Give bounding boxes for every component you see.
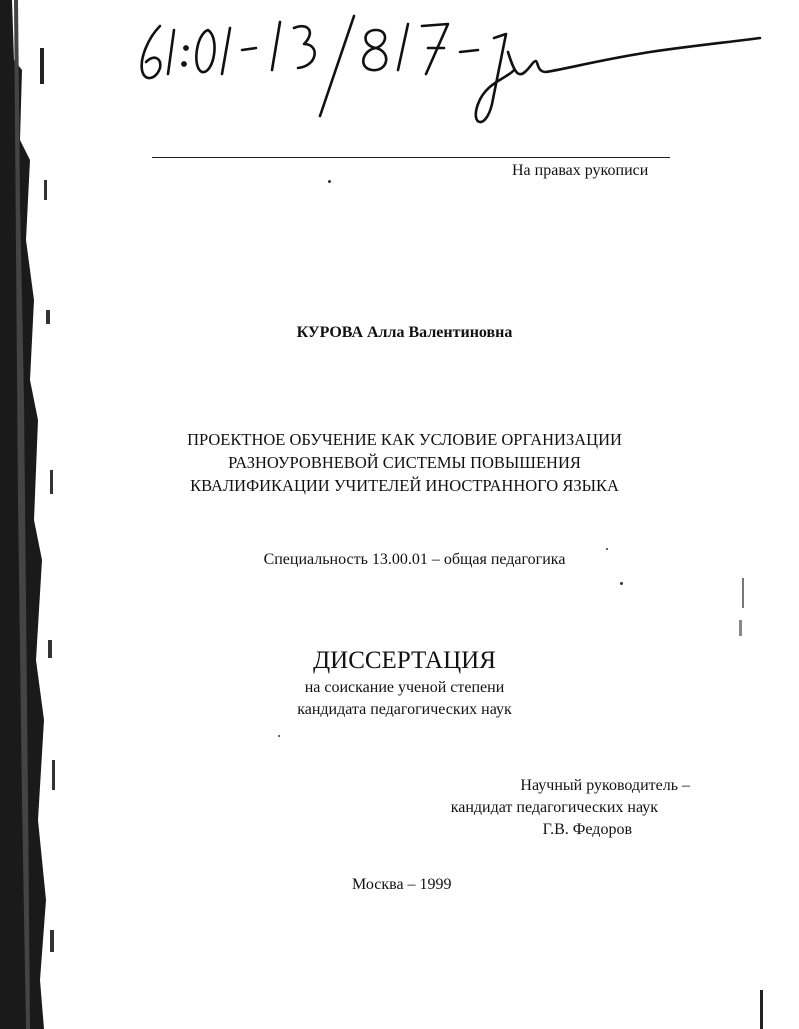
handwritten-archive-number: [130, 8, 770, 138]
scan-speck: [328, 180, 331, 183]
dissertation-title: [0, 428, 799, 497]
rights-note: На правах рукописи: [512, 162, 649, 179]
supervisor-degree: кандидат педагогических наук: [450, 799, 658, 816]
degree-purpose: [0, 677, 799, 721]
scan-speck: [620, 582, 623, 585]
supervisor-block: [430, 775, 690, 841]
author-name: КУРОВА Алла Валентиновна: [296, 324, 513, 341]
supervisor-title: Научный руководитель –: [520, 777, 690, 794]
title-line: КВАЛИФИКАЦИИ УЧИТЕЛЕЙ ИНОСТРАННОГО ЯЗЫКА: [190, 476, 619, 495]
scan-speck: [606, 548, 608, 550]
city-year: Москва – 1999: [352, 876, 452, 893]
header-rule: [152, 157, 670, 158]
degree-line: кандидата педагогических наук: [297, 701, 512, 718]
dissertation-heading: ДИССЕРТАЦИЯ: [313, 647, 496, 674]
scan-binding-edge: [0, 0, 60, 1029]
scan-right-marks: [728, 560, 768, 1029]
title-line: РАЗНОУРОВНЕВОЙ СИСТЕМЫ ПОВЫШЕНИЯ: [228, 453, 581, 472]
degree-line: на соискание ученой степени: [304, 679, 505, 696]
specialty: Специальность 13.00.01 – общая педагогика: [263, 551, 566, 568]
title-line: ПРОЕКТНОЕ ОБУЧЕНИЕ КАК УСЛОВИЕ ОРГАНИЗАЦИИ: [187, 430, 622, 449]
supervisor-name: Г.В. Федоров: [542, 821, 632, 838]
scan-speck: [278, 735, 280, 737]
